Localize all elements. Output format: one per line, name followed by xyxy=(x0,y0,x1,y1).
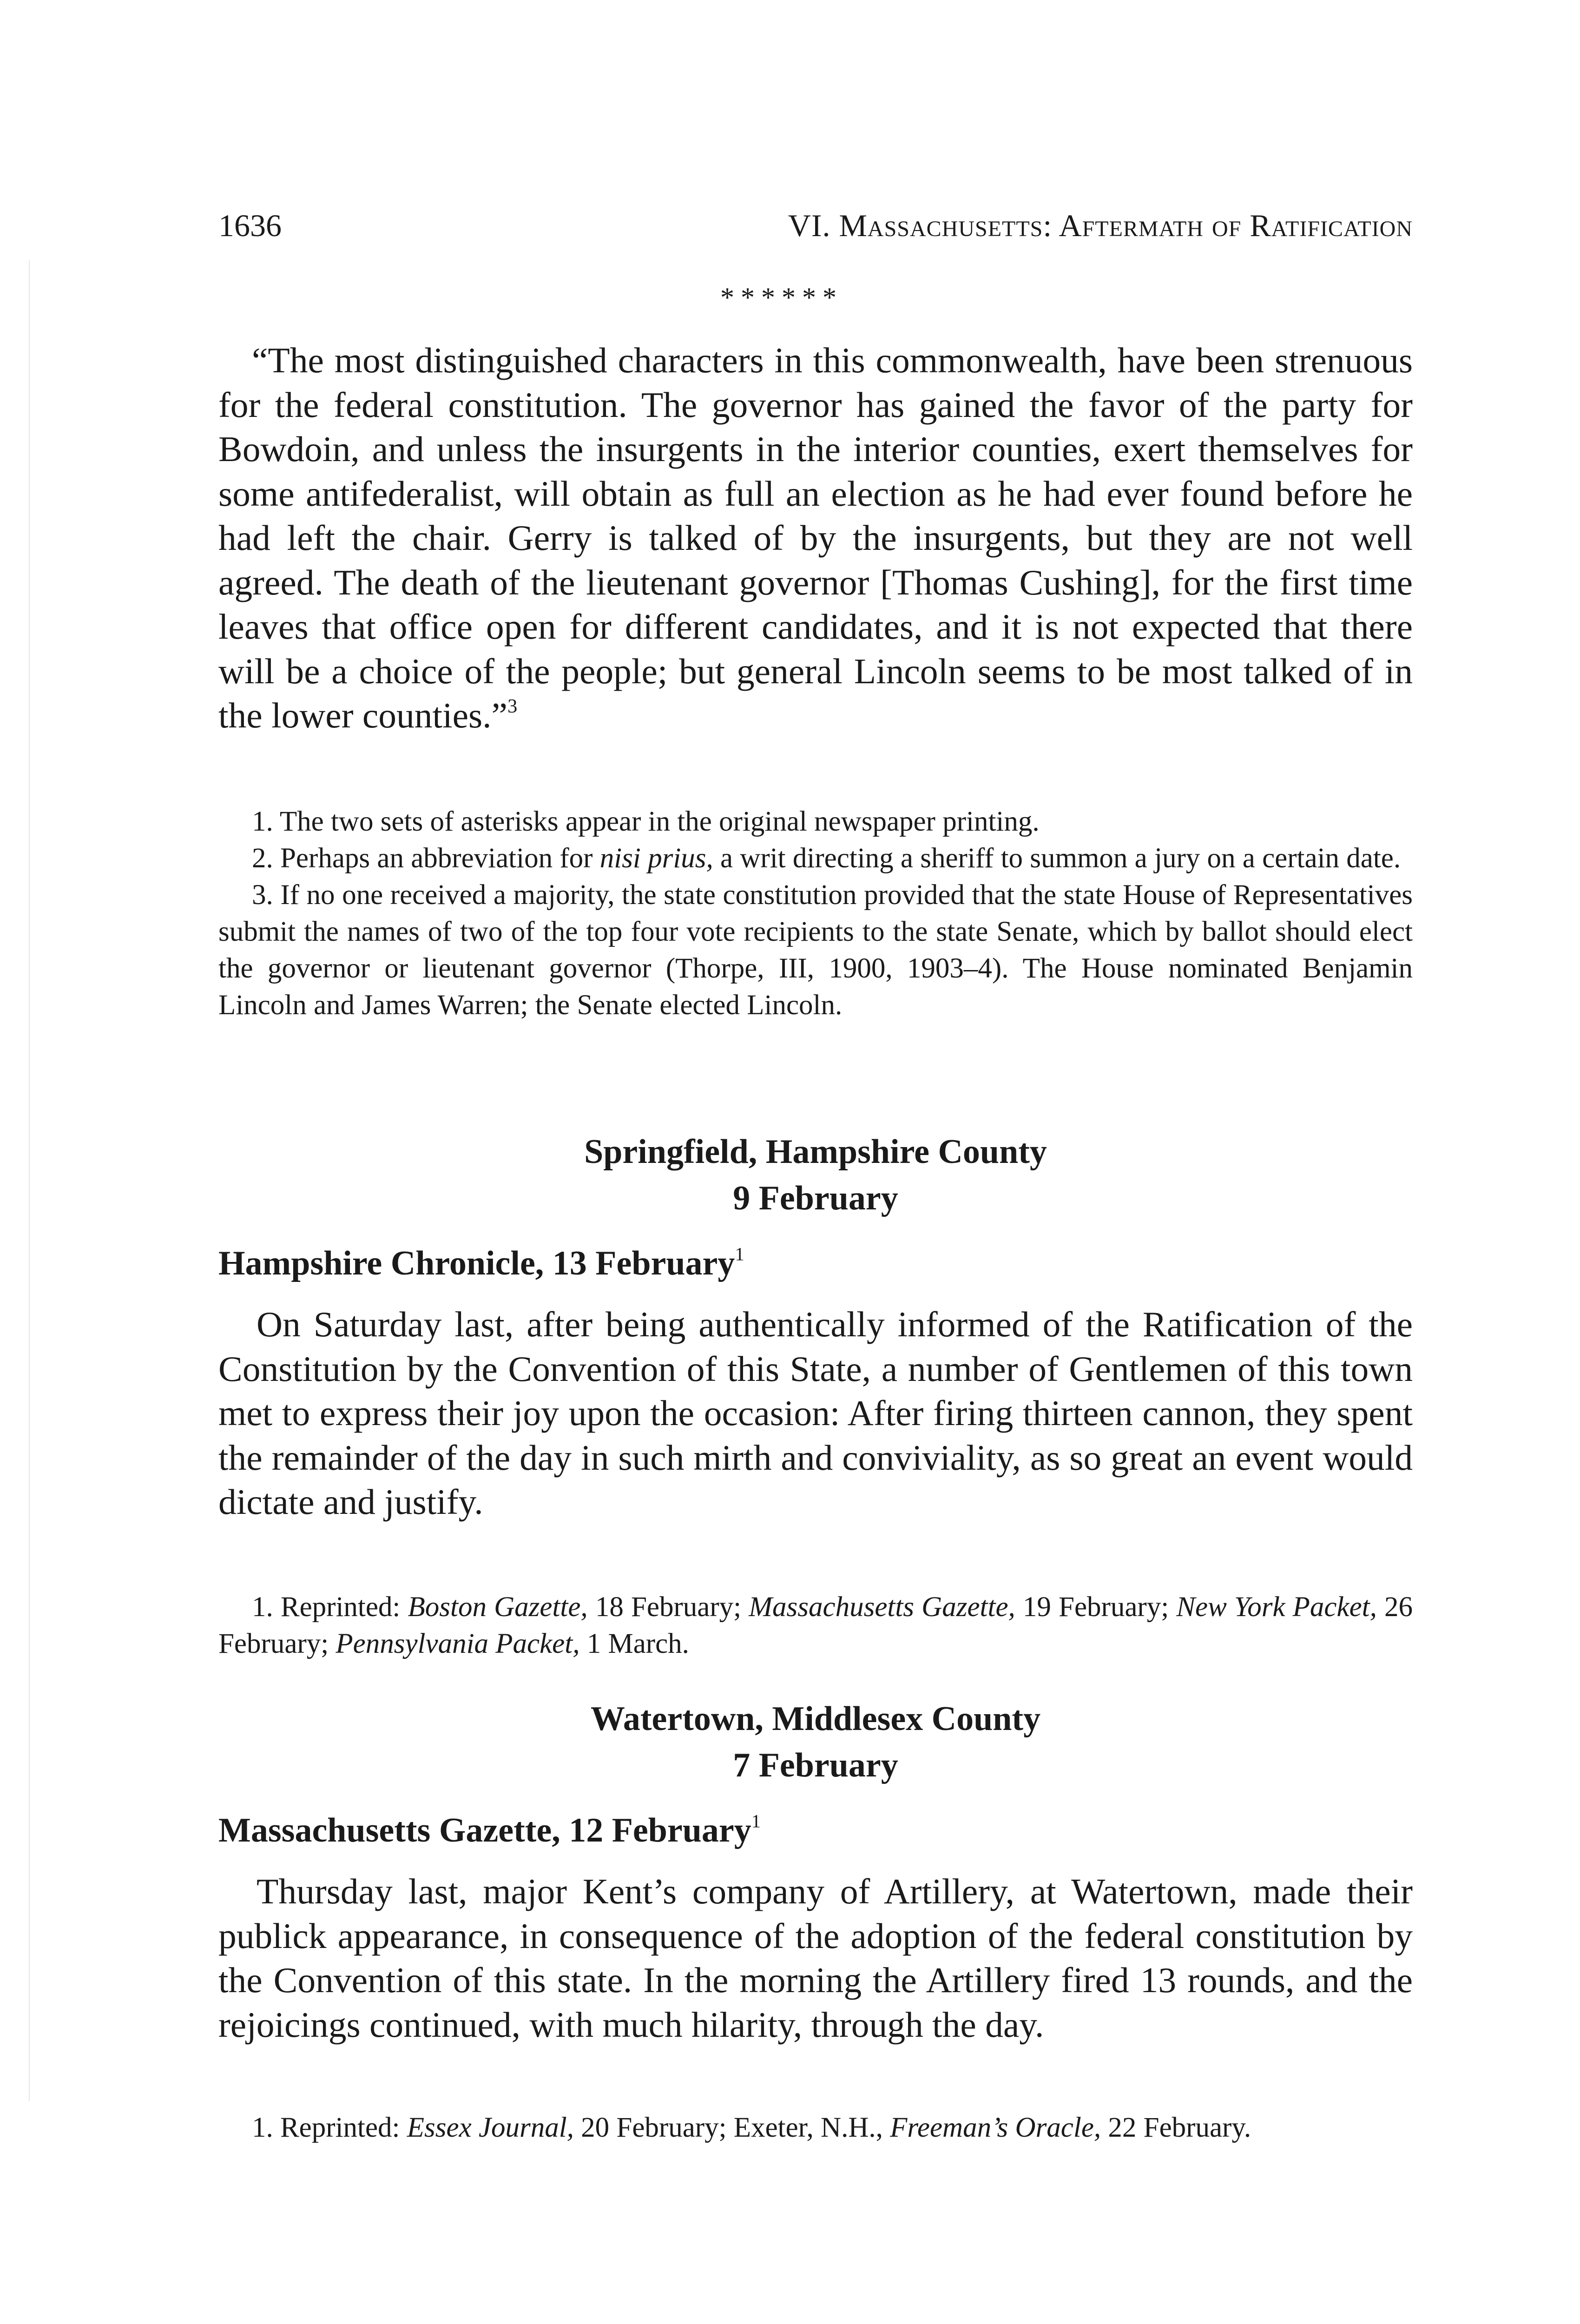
footnote-2-text-end: a writ directing a sheriff to summon a jury on a certain date. xyxy=(713,843,1401,874)
springfield-paragraph xyxy=(218,1302,1413,1525)
section-heading-springfield-date: 9 February xyxy=(733,1179,898,1217)
fn-paper-2: Freeman’s Oracle, xyxy=(890,2112,1101,2143)
fn-paper-1: Essex Journal, xyxy=(407,2112,574,2143)
fn-paper-1: Boston Gazette, xyxy=(408,1591,588,1623)
quoted-paragraph xyxy=(218,338,1413,738)
fn-lead: 1. Reprinted: xyxy=(252,2112,407,2143)
fn-date-2: 22 February. xyxy=(1101,2112,1251,2143)
fn-paper-3: New York Packet, xyxy=(1176,1591,1377,1623)
fn-date-3: 26 February; xyxy=(218,1591,1413,1659)
source-heading-massachusetts-gazette xyxy=(218,1809,1413,1852)
fn-date-1: 18 February; xyxy=(587,1591,749,1623)
scan-gutter-shadow xyxy=(29,260,30,2101)
quote-text: “The most distinguished characters in this commonwealth, have been strenuous for the federal constitution. The governor has gained the favor of the party for Bowdoin, and unless the insurgents in the interior counties, exert themselves for some antifederalist, will obtain as full an election as he had ever found before he had left the chair. Gerry is talked of by the insurgents, but they are not well agreed. The death of the lieutenant governor [Thomas Cushing], for the first time leaves that office open for different candidates, and it is not expected that there will be a choice of the people; but general Lincoln seems to be most talked of in the lower counties.” xyxy=(218,340,1413,735)
watertown-footnote xyxy=(218,2109,1413,2146)
watertown-paragraph xyxy=(218,1869,1413,2047)
source-title: Massachusetts Gazette, 12 February xyxy=(218,1811,751,1849)
springfield-footnote xyxy=(218,1589,1413,1662)
fn-date-2: 19 February; xyxy=(1015,1591,1177,1623)
footnote-2-italic: nisi prius, xyxy=(599,843,713,874)
asterisk-separator: ****** xyxy=(720,282,843,313)
fn-date-4: 1 March. xyxy=(579,1628,689,1659)
quote-footnote-ref: 3 xyxy=(507,695,518,718)
page-header xyxy=(218,205,1413,246)
fn-lead: 1. Reprinted: xyxy=(252,1591,408,1623)
section-heading-springfield-place: Springfield, Hampshire County xyxy=(584,1133,1047,1171)
footnotes-first xyxy=(218,803,1413,1023)
fn-date-1: 20 February; Exeter, N.H., xyxy=(573,2112,890,2143)
footnote-1: 1. The two sets of asterisks appear in the original newspaper printing. xyxy=(252,806,1040,837)
footnote-2 xyxy=(218,840,1413,877)
source-heading-hampshire-chronicle xyxy=(218,1242,1413,1285)
footnote-3: 3. If no one received a majority, the state constitution provided that the state House of Representatives submit the names of two of the top four vote recipients to the state Senate, which by ballot should elect the governor or lieutenant governor (Thorpe, III, 1900, 1903–4). The House nominated Benjamin Lincoln and James Warren; the Senate elected Lincoln. xyxy=(218,879,1413,1021)
fn-paper-2: Massachusetts Gazette, xyxy=(749,1591,1015,1623)
springfield-text: On Saturday last, after being authentically informed of the Ratification of the Constitution by the Convention of this State, a number of Gentlemen of this town met to express their joy upon the occasion: After firing thirteen cannon, they spent the remainder of the day in such mirth and conviviality, as so great an event would dictate and justify. xyxy=(218,1304,1413,1522)
section-heading-watertown-date: 7 February xyxy=(733,1746,898,1784)
fn-paper-4: Pennsylvania Packet, xyxy=(336,1628,580,1659)
source-title: Hampshire Chronicle, 13 February xyxy=(218,1244,735,1282)
running-head: VI. Massachusetts: Aftermath of Ratification xyxy=(788,208,1413,243)
watertown-text: Thursday last, major Kent’s company of Artillery, at Watertown, made their publick appearance, in consequence of the adoption of the federal constitution by the Convention of this state. In the morning the Artillery fired 13 rounds, and the rejoicings continued, with much hilarity, through the day. xyxy=(218,1871,1413,2045)
page-number: 1636 xyxy=(218,208,282,243)
source-footnote-ref: 1 xyxy=(751,1810,761,1832)
source-footnote-ref: 1 xyxy=(735,1243,744,1265)
section-heading-watertown-place: Watertown, Middlesex County xyxy=(590,1700,1041,1738)
footnote-2-text: 2. Perhaps an abbreviation for xyxy=(252,843,600,874)
